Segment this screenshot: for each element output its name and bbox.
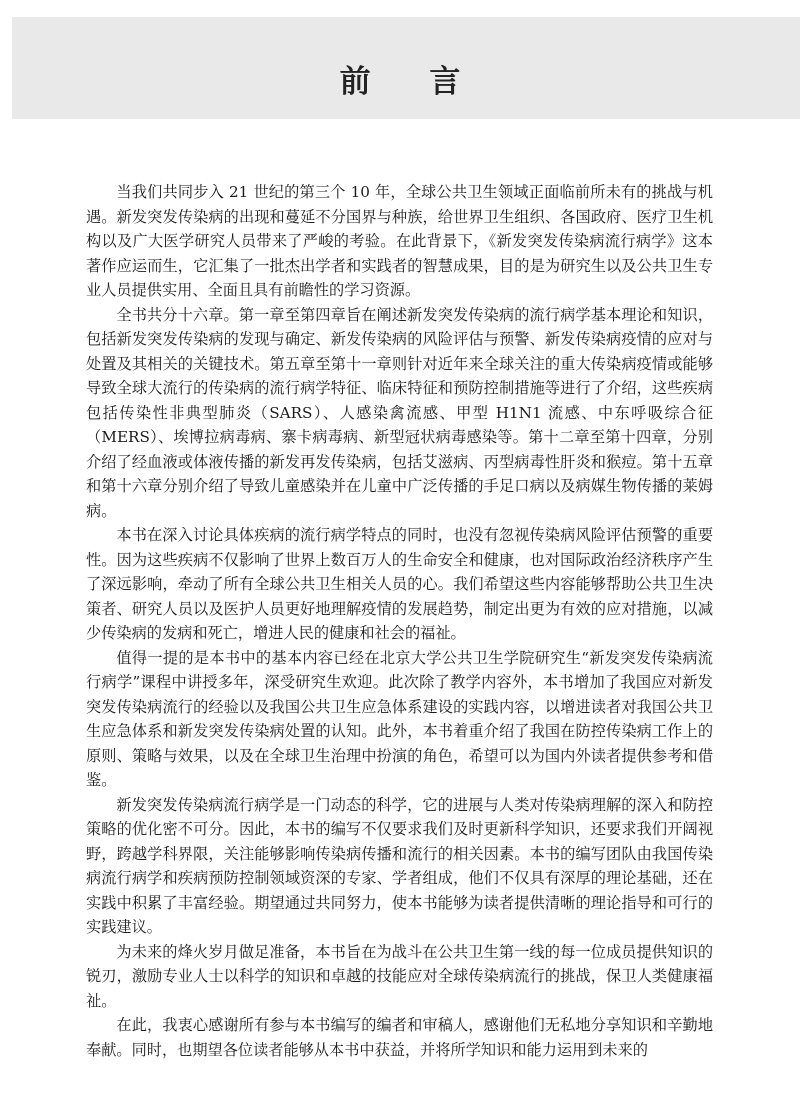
- paragraph: 为未来的烽火岁月做足准备，本书旨在为战斗在公共卫生第一线的每一位成员提供知识的锐刃，激励专业人士以科学的知识和卓越的技能应对全球传染病流行的挑战，保卫人类健康福祉。: [86, 942, 713, 1010]
- paragraph: 当我们共同步入 21 世纪的第三个 10 年，全球公共卫生领域正面临前所未有的挑战与机遇。新发突发传染病的出现和蔓延不分国界与种族，给世界卫生组织、各国政府、医疗卫生机构以及广大医学研究人员带来了严峻的考验。在此背景下，《新发突发传染病流行病学》这本著作应运而生，它汇集了一批杰出学者和实践者的智慧成果，目的是为研究生以及公共卫生专业人员提供实用、全面且具有前瞻性的学习资源。: [86, 183, 713, 299]
- paragraph: 在此，我衷心感谢所有参与本书编写的编者和审稿人，感谢他们无私地分享知识和辛勤地奉献。同时，也期望各位读者能够从本书中获益，并将所学知识和能力运用到未来的: [86, 1016, 713, 1059]
- paragraph: 本书在深入讨论具体疾病的流行病学特点的同时，也没有忽视传染病风险评估预警的重要性。因为这些疾病不仅影响了世界上数百万人的生命安全和健康，也对国际政治经济秩序产生了深远影响，牵动了所有全球公共卫生相关人员的心。我们希望这些内容能够帮助公共卫生决策者、研究人员以及医护人员更好地理解疫情的发展趋势，制定出更为有效的应对措施，以减少传染病的发病和死亡，增进人民的健康和社会的福祉。: [86, 526, 713, 642]
- page-title: 前 言: [339, 64, 485, 100]
- paragraph: 新发突发传染病流行病学是一门动态的科学，它的进展与人类对传染病理解的深入和防控策略的优化密不可分。因此，本书的编写不仅要求我们及时更新科学知识，还要求我们开阔视野，跨越学科界限，关注能够影响传染病传播和流行的相关因素。本书的编写团队由我国传染病流行病学和疾病预防控制领域资深的专家、学者组成，他们不仅具有深厚的理论基础，还在实践中积累了丰富经验。期望通过共同努力，使本书能够为读者提供清晰的理论指导和可行的实践建议。: [86, 795, 713, 936]
- paragraph: 全书共分十六章。第一章至第四章旨在阐述新发突发传染病的流行病学基本理论和知识，包括新发突发传染病的发现与确定、新发传染病的风险评估与预警、新发传染病疫情的应对与处置及其相关的关键技术。第五章至第十一章则针对近年来全球关注的重大传染病疫情或能够导致全球大流行的传染病的流行病学特征、临床特征和预防控制措施等进行了介绍，这些疾病包括传染性非典型肺炎（SARS）、人感染禽流感、甲型 H1N1 流感、中东呼吸综合征（MERS）、埃博拉病毒病、寨卡病毒病、新型冠状病毒感染等。第十二章至第十四章，分别介绍了经血液或体液传播的新发再发传染病，包括艾滋病、丙型病毒性肝炎和猴痘。第十五章和第十六章分别介绍了导致儿童感染并在儿童中广泛传播的手足口病以及病媒生物传播的莱姆病。: [86, 305, 713, 520]
- preface-body: [86, 180, 713, 1062]
- paragraph: 值得一提的是本书中的基本内容已经在北京大学公共卫生学院研究生“新发突发传染病流行病学”课程中讲授多年，深受研究生欢迎。此次除了教学内容外，本书增加了我国应对新发突发传染病流行的经验以及我国公共卫生应急体系建设的实践内容，以增进读者对我国公共卫生应急体系和新发突发传染病处置的认知。此外，本书着重介绍了我国在防控传染病工作上的原则、策略与效果，以及在全球卫生治理中扮演的角色，希望可以为国内外读者提供参考和借鉴。: [86, 648, 713, 789]
